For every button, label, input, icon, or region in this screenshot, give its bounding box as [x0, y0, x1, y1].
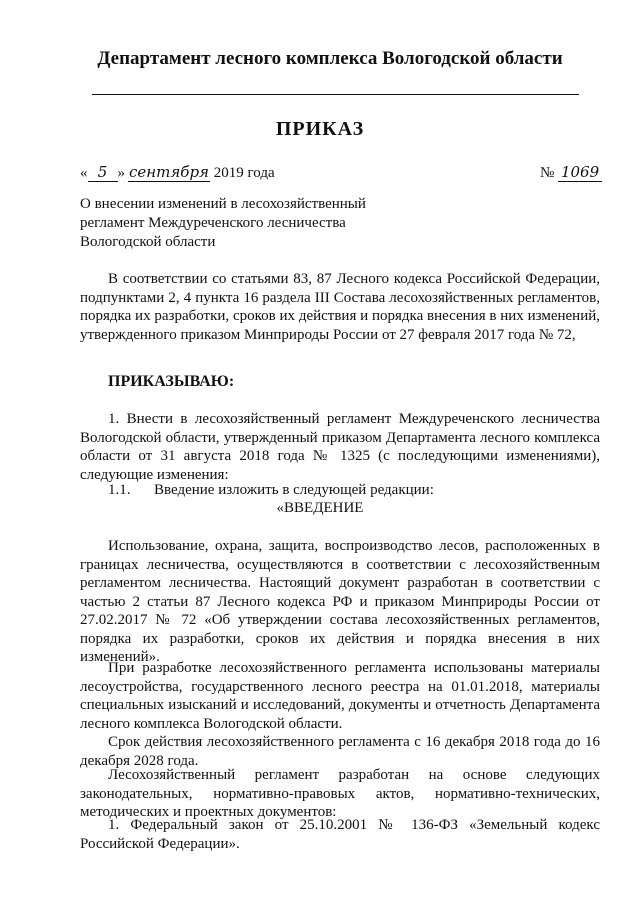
intro-block-4: [80, 766, 600, 822]
order-number: [540, 163, 602, 182]
order-number-handwritten: 1069: [558, 163, 602, 182]
intro-block-1: [80, 537, 600, 667]
preamble-paragraph: В соответствии со статьями 83, 87 Лесного кодекса Российской Федерации, подпунктами 2, 4 пункта 16 раздела III Состава лесохозяйственных регламентов, порядка их разработки, сроков их действия и порядка внесения в них изменений, утвержденного приказом Минприроды России от 27 февраля 2017 года № 72,: [80, 271, 600, 343]
date-quote-close: »: [117, 165, 125, 181]
header-rule: [92, 94, 579, 95]
order-number-prefix: №: [540, 165, 555, 181]
item-1-1: [108, 482, 434, 499]
date-year: 2019 года: [213, 165, 275, 181]
intro-paragraph: Лесохозяйственный регламент разработан на основе следующих законодательных, нормативно-правовых актов, нормативно-технических, методических и проектных документов:: [80, 767, 600, 820]
item-1-1-number: 1.1.: [108, 482, 131, 498]
date-month-handwritten: сентября: [128, 163, 209, 181]
date-quote-open: «: [80, 165, 88, 181]
date-day-handwritten: 5: [88, 163, 118, 182]
intro-paragraph: Использование, охрана, защита, воспроизводство лесов, расположенных в границах лесничества, осуществляются в соответствии с лесохозяйственным регламентом лесничества. Настоящий документ разработан в соответствии с частью 2 статьи 87 Лесного кодекса РФ и приказом Минприроды России от 27.02.2017 № 72 «Об утверждении состава лесохозяйственных регламентов, порядка их разработки, сроков их действия и порядка внесения в них изменений».: [80, 538, 600, 665]
item-1-1-text: Введение изложить в следующей редакции:: [154, 482, 434, 498]
order-subject: [80, 195, 400, 252]
document-title: ПРИКАЗ: [275, 118, 365, 140]
intro-heading: «ВВЕДЕНИЕ: [276, 500, 364, 516]
intro-paragraph: 1. Федеральный закон от 25.10.2001 № 136-ФЗ «Земельный кодекс Российской Федерации».: [80, 817, 600, 852]
intro-block-3: [80, 733, 600, 770]
item1-paragraph: 1. Внести в лесохозяйственный регламент Междуреченского лесничества Вологодской области, утвержденный приказом Департамента лесного комплекса области от 31 августа 2018 года № 1325 (с последующими изменениями), следующие изменения:: [80, 411, 600, 483]
intro-paragraph: При разработке лесохозяйственного регламента использованы материалы лесоустройства, государственного лесного реестра на 01.01.2018, материалы специальных изысканий и исследований, документы и отчетность Департамента лесного комплекса Вологодской области.: [80, 660, 600, 732]
order-word: ПРИКАЗЫВАЮ:: [108, 373, 235, 390]
item1-block: [80, 410, 600, 484]
intro-block-5: [80, 816, 600, 853]
subject-line: Вологодской области: [80, 234, 216, 250]
subject-line: О внесении изменений в лесохозяйственный: [80, 196, 366, 212]
department-name: Департамент лесного комплекса Вологодской области: [97, 48, 563, 69]
intro-block-2: [80, 659, 600, 733]
intro-paragraph: Срок действия лесохозяйственного регламента с 16 декабря 2018 года до 16 декабря 2028 года.: [80, 734, 600, 769]
subject-line: регламент Междуреченского лесничества: [80, 215, 346, 231]
order-date: [80, 163, 275, 182]
preamble-block: [80, 270, 600, 344]
